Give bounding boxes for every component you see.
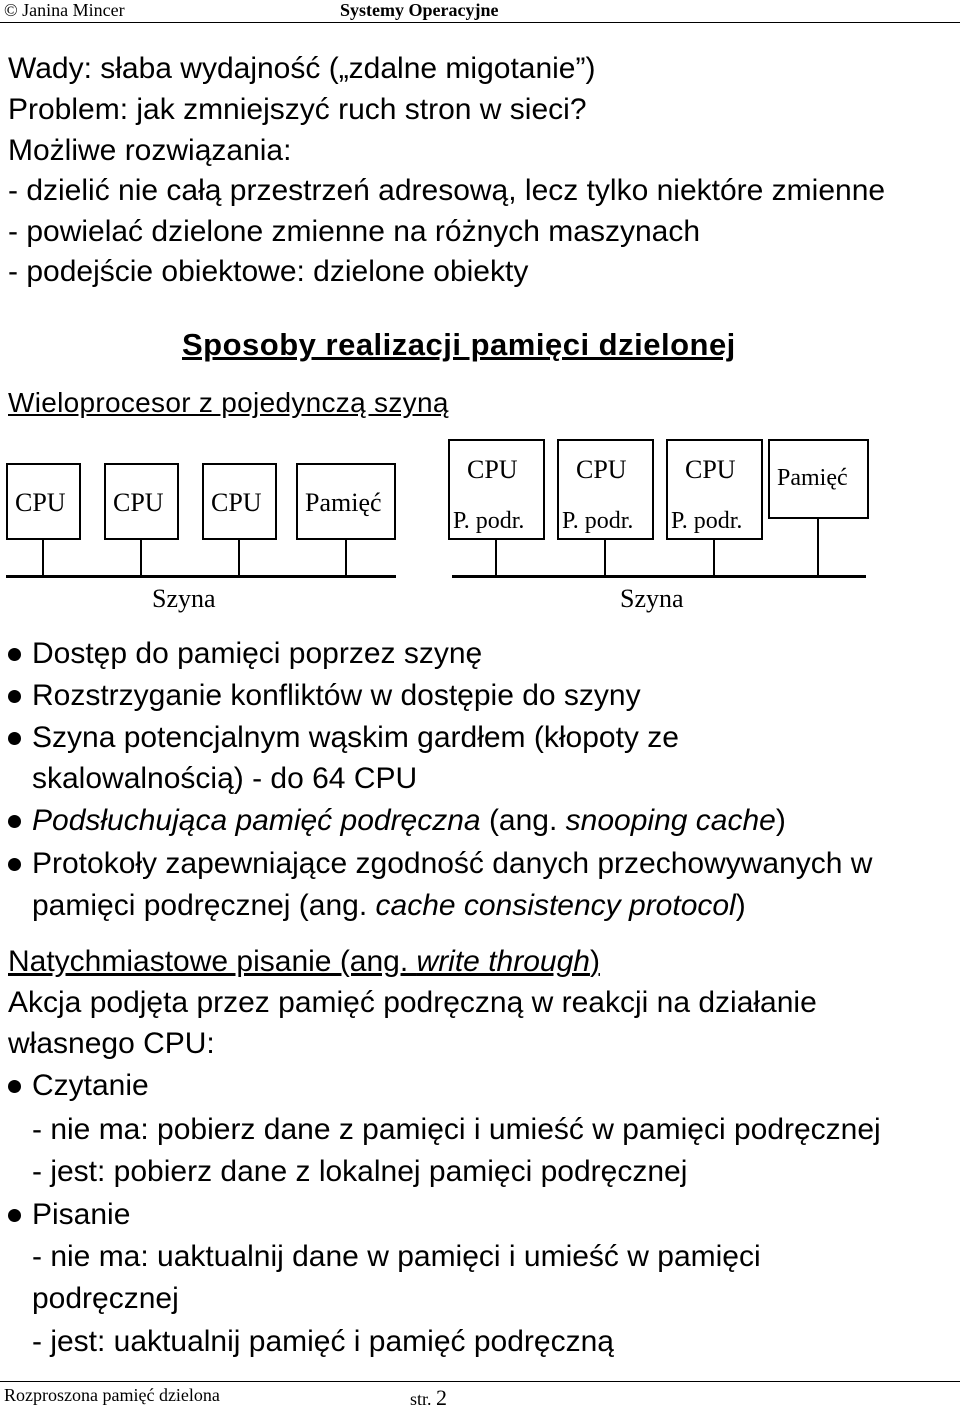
term-english: snooping cache (565, 804, 776, 837)
list-item (8, 843, 872, 884)
term-english: cache consistency protocol (375, 889, 736, 922)
intro-line: Wady: słaba wydajność („zdalne migotanie”) (8, 52, 596, 85)
intro-line: - dzielić nie całą przestrzeń adresową, lecz tylko niektóre zmienne (8, 174, 886, 207)
memory-box-label: Pamięć (777, 465, 848, 491)
bus-line (452, 575, 866, 578)
read-item (8, 1065, 149, 1106)
cache-label: P. podr. (562, 508, 634, 534)
write-miss-line: - nie ma: uaktualnij dane w pamięci i umieść w pamięci (32, 1240, 761, 1273)
list-item (8, 800, 786, 841)
title-text: ) (589, 945, 600, 978)
read-hit-line: - jest: pobierz dane z lokalnej pamięci podręcznej (32, 1155, 688, 1188)
header-divider (0, 22, 960, 23)
write-hit-line: - jest: uaktualnij pamięć i pamięć podręczną (32, 1325, 614, 1358)
list-item-text: skalowalnością) - do 64 CPU (32, 762, 418, 795)
list-item (8, 633, 482, 674)
header-course: Systemy Operacyjne (340, 0, 499, 20)
bullet-dot-icon (8, 690, 21, 703)
list-item-text: pamięci podręcznej (ang. (32, 889, 376, 922)
cpu-box-label: CPU (211, 488, 262, 517)
list-item-text: (ang. (480, 804, 566, 837)
write-through-title (8, 941, 600, 982)
subsection-title: Wieloprocesor z pojedynczą szyną (8, 387, 449, 418)
list-item-text: ) (735, 889, 746, 922)
write-label: Pisanie (32, 1198, 131, 1231)
bullet-dot-icon (8, 1209, 21, 1222)
bus-connector (817, 519, 819, 576)
cpu-box-label: CPU (467, 455, 518, 484)
footer-title: Rozproszona pamięć dzielona (4, 1385, 220, 1405)
intro-line: - podejście obiektowe: dzielone obiekty (8, 255, 529, 288)
list-item-text: Protokoły zapewniające zgodność danych przechowywanych w (32, 847, 873, 880)
bus-connector (42, 540, 44, 576)
section-title: Sposoby realizacji pamięci dzielonej (182, 327, 736, 362)
list-item-continuation (32, 758, 417, 799)
list-item-text: ) (775, 804, 786, 837)
term-polish: Podsłuchująca pamięć podręczna (32, 804, 481, 837)
read-miss-line: - nie ma: pobierz dane z pamięci i umieść w pamięci podręcznej (32, 1113, 881, 1146)
intro-line: Problem: jak zmniejszyć ruch stron w sieci? (8, 93, 587, 126)
memory-box-label: Pamięć (305, 488, 382, 517)
cpu-box-label: CPU (15, 488, 66, 517)
intro-line: - powielać dzielone zmienne na różnych maszynach (8, 215, 701, 248)
page-number: 2 (436, 1385, 448, 1410)
title-text: Natychmiastowe pisanie (ang. (8, 945, 417, 978)
description-line: Akcja podjęta przez pamięć podręczną w reakcji na działanie (8, 986, 817, 1019)
intro-line: Możliwe rozwiązania: (8, 134, 292, 167)
page-label: str. (410, 1389, 432, 1409)
footer-page (410, 1385, 447, 1411)
bus-connector (713, 540, 715, 576)
list-item-text: Dostęp do pamięci poprzez szynę (32, 637, 483, 670)
write-miss-line: podręcznej (32, 1282, 179, 1315)
list-item-text: Rozstrzyganie konfliktów w dostępie do szyny (32, 679, 641, 712)
cpu-box-label: CPU (576, 455, 627, 484)
read-label: Czytanie (32, 1069, 149, 1102)
bus-line (6, 575, 396, 578)
bus-label: Szyna (620, 584, 684, 613)
bullet-dot-icon (8, 815, 21, 828)
cpu-box-label: CPU (685, 455, 736, 484)
cache-label: P. podr. (453, 508, 525, 534)
cache-label: P. podr. (671, 508, 743, 534)
bus-connector (495, 540, 497, 576)
write-item (8, 1194, 130, 1235)
list-item-text: Szyna potencjalnym wąskim gardłem (kłopoty ze (32, 721, 679, 754)
bus-connector (140, 540, 142, 576)
bullet-dot-icon (8, 732, 21, 745)
term-english: write through (416, 945, 590, 978)
list-item (8, 675, 641, 716)
list-item-continuation (32, 885, 746, 926)
bus-label: Szyna (152, 584, 216, 613)
description-line: własnego CPU: (8, 1027, 215, 1060)
bus-connector (345, 540, 347, 576)
bullet-dot-icon (8, 1080, 21, 1093)
bus-connector (604, 540, 606, 576)
footer-divider (0, 1381, 960, 1382)
bus-connector (238, 540, 240, 576)
header-author: © Janina Mincer (4, 0, 125, 20)
cpu-box-label: CPU (113, 488, 164, 517)
bullet-dot-icon (8, 648, 21, 661)
bullet-dot-icon (8, 858, 21, 871)
list-item (8, 717, 679, 758)
